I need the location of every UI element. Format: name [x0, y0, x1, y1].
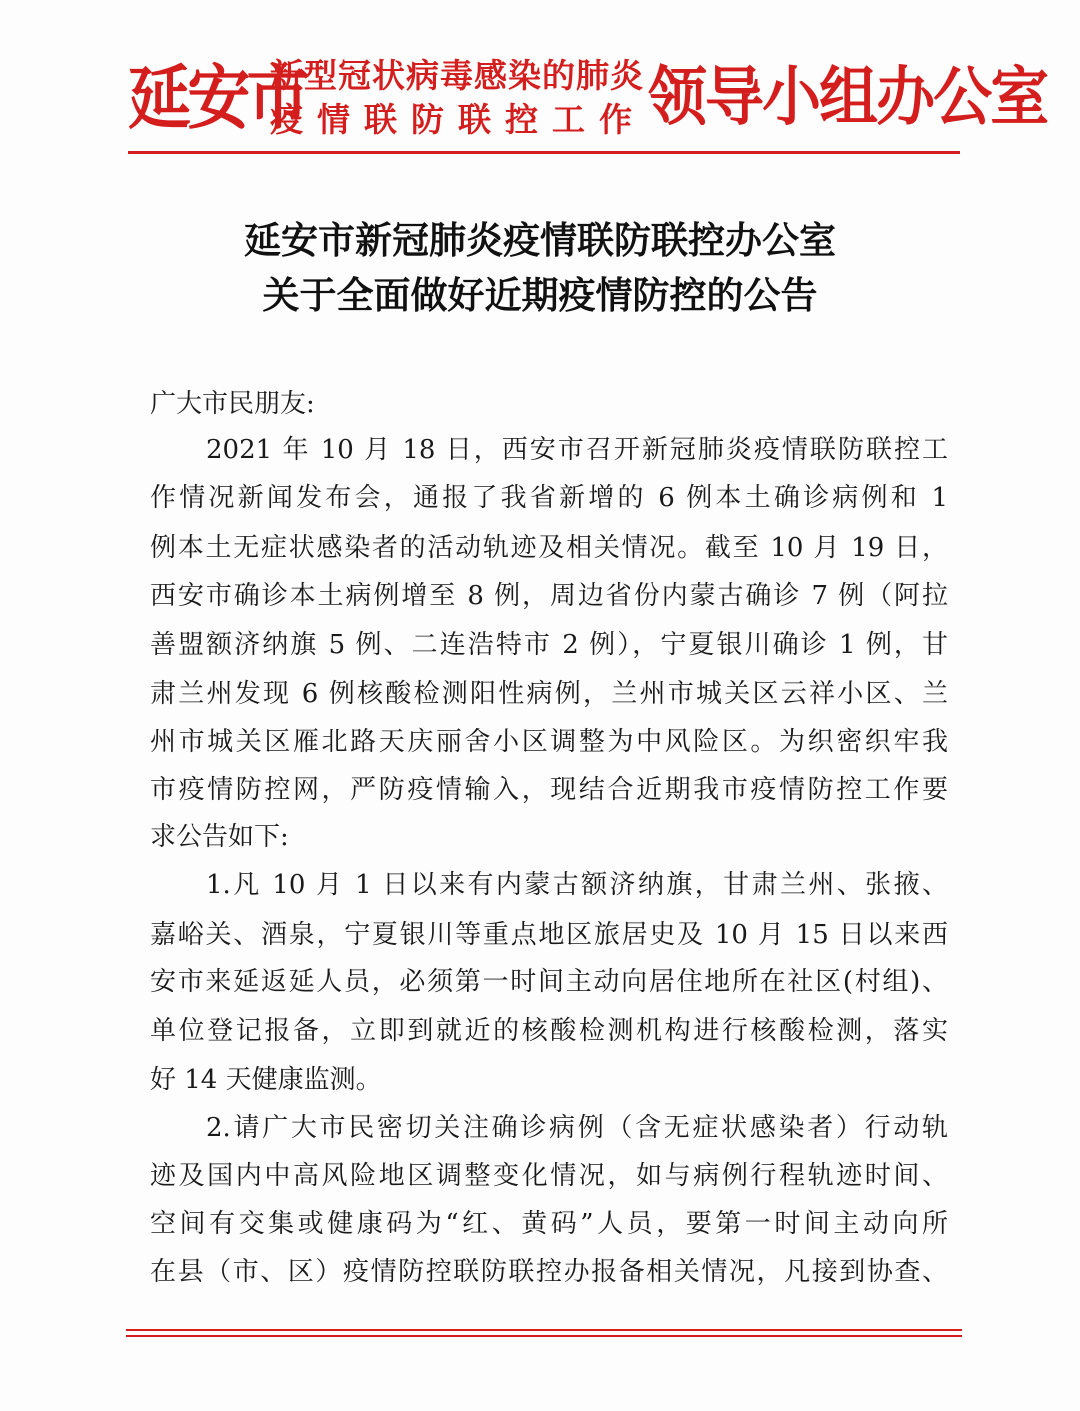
- letterhead-middle-line1: 新型冠状病毒感染的肺炎: [270, 56, 644, 95]
- body-line: 在县（市、区）疫情防控联防联控办报备相关情况，凡接到协查、: [150, 1257, 948, 1287]
- body-line: 迹及国内中高风险地区调整变化情况，如与病例行程轨迹时间、: [150, 1161, 948, 1191]
- body-line: 求公告如下:: [150, 822, 289, 852]
- body-line: 肃兰州发现 6 例核酸检测阳性病例，兰州市城关区云祥小区、兰: [150, 679, 948, 709]
- body-line: 例本土无症状感染者的活动轨迹及相关情况。截至 10 月 19 日，: [150, 533, 948, 563]
- letterhead-city: 延安市: [128, 56, 307, 139]
- body-line: 安市来延返延人员，必须第一时间主动向居住地所在社区(村组)、: [150, 967, 948, 997]
- body-line: 好 14 天健康监测。: [150, 1065, 382, 1095]
- body-line: 2.请广大市民密切关注确诊病例（含无症状感染者）行动轨: [206, 1113, 948, 1143]
- body-line: 作情况新闻发布会，通报了我省新增的 6 例本土确诊病例和 1: [150, 483, 948, 513]
- footer-divider-top: [126, 1329, 962, 1331]
- body-line: 2021 年 10 月 18 日，西安市召开新冠肺炎疫情联防联控工: [206, 435, 948, 465]
- footer-divider-bottom: [126, 1335, 962, 1337]
- salutation: 广大市民朋友:: [150, 389, 315, 419]
- body-line: 州市城关区雁北路天庆丽舍小区调整为中风险区。为织密织牢我: [150, 727, 948, 757]
- body-line: 嘉峪关、酒泉，宁夏银川等重点地区旅居史及 10 月 15 日以来西: [150, 920, 948, 950]
- body-line: 西安市确诊本土病例增至 8 例，周边省份内蒙古确诊 7 例（阿拉: [150, 581, 948, 611]
- letterhead-divider: [128, 151, 960, 154]
- body-line: 单位登记报备，立即到就近的核酸检测机构进行核酸检测，落实: [150, 1016, 948, 1046]
- body-line: 市疫情防控网，严防疫情输入，现结合近期我市疫情防控工作要: [150, 775, 948, 805]
- document-title-line1: 延安市新冠肺炎疫情联防联控办公室: [244, 218, 836, 262]
- letterhead: [128, 52, 1048, 144]
- letterhead-middle: [270, 54, 646, 142]
- body-line: 空间有交集或健康码为“红、黄码”人员，要第一时间主动向所: [150, 1209, 948, 1239]
- letterhead-office: 领导小组办公室: [648, 60, 1048, 135]
- document-title-line2: 关于全面做好近期疫情防控的公告: [262, 273, 818, 317]
- body-line: 善盟额济纳旗 5 例、二连浩特市 2 例），宁夏银川确诊 1 例，甘: [150, 630, 948, 660]
- body-line: 1.凡 10 月 1 日以来有内蒙古额济纳旗，甘肃兰州、张掖、: [206, 870, 948, 900]
- letterhead-middle-line2: 疫情联防联控工作: [270, 100, 646, 139]
